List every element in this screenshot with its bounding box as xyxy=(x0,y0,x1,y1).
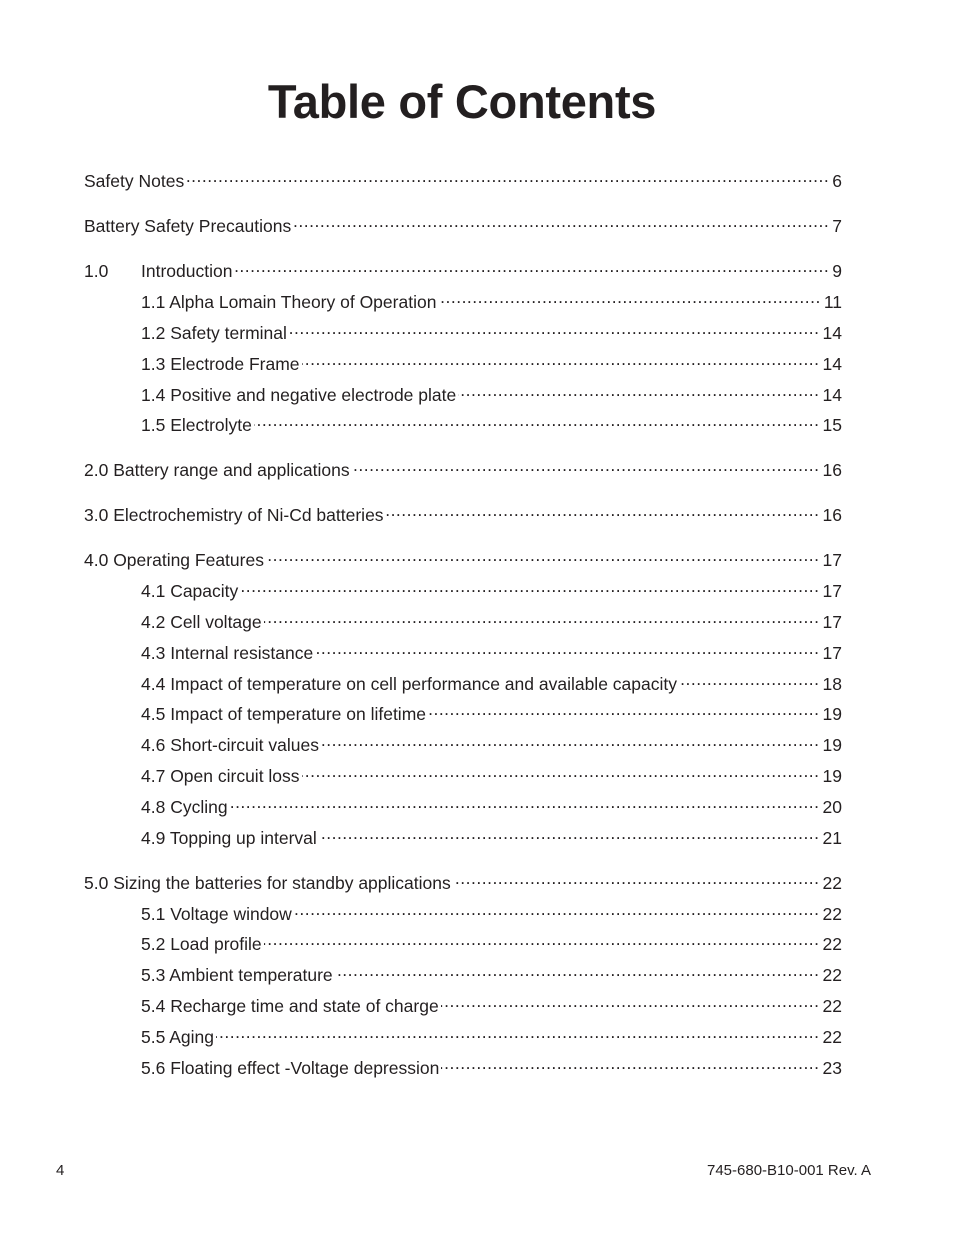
toc-entry-page: 19 xyxy=(822,735,842,755)
toc-entry-page: 22 xyxy=(822,1027,842,1047)
toc-entry-page: 9 xyxy=(832,261,842,281)
toc-entry-label: 4.3 Internal resistance xyxy=(141,643,314,663)
dot-leader xyxy=(264,928,820,950)
dot-leader xyxy=(294,898,820,920)
dot-leader xyxy=(679,668,820,690)
toc-entry-page: 22 xyxy=(822,965,842,985)
toc-entry[interactable] xyxy=(84,668,842,695)
dot-leader xyxy=(234,255,829,277)
toc-entry-label: 4.9 Topping up interval xyxy=(141,828,317,848)
toc-entry-page: 15 xyxy=(822,415,842,435)
toc-entry[interactable] xyxy=(84,379,842,406)
toc-entry[interactable] xyxy=(84,165,842,192)
toc-entry-label: 4.0 Operating Features xyxy=(84,550,264,570)
toc-entry[interactable] xyxy=(84,255,842,282)
dot-leader xyxy=(335,959,820,981)
dot-leader xyxy=(302,760,820,782)
toc-entry-label: 5.3 Ambient temperature xyxy=(141,965,333,985)
page-number: 4 xyxy=(56,1162,65,1179)
toc-entry-page: 22 xyxy=(822,934,842,954)
toc-entry-page: 7 xyxy=(832,216,842,236)
toc-entry[interactable] xyxy=(84,317,842,344)
toc-entry[interactable] xyxy=(84,1021,842,1048)
toc-entry-page: 22 xyxy=(822,996,842,1016)
dot-leader xyxy=(240,575,819,597)
toc-entry-label: 1.2 Safety terminal xyxy=(141,323,287,343)
toc-entry-label: 4.7 Open circuit loss xyxy=(141,766,300,786)
toc-entry[interactable] xyxy=(84,729,842,756)
toc-entry-label: 1.5 Electrolyte xyxy=(141,415,252,435)
toc-entry[interactable] xyxy=(84,867,842,894)
toc-entry[interactable] xyxy=(84,637,842,664)
dot-leader xyxy=(186,165,829,187)
toc-entry-page: 19 xyxy=(822,704,842,724)
toc-entry-page: 22 xyxy=(822,904,842,924)
toc-entry-page: 11 xyxy=(823,292,842,312)
toc-entry-number: 1.0 xyxy=(84,261,109,281)
dot-leader xyxy=(230,791,820,813)
toc-entry-label: 3.0 Electrochemistry of Ni-Cd batteries xyxy=(84,505,384,525)
toc-entry[interactable] xyxy=(84,898,842,925)
toc-entry-page: 14 xyxy=(822,385,842,405)
toc-entry[interactable] xyxy=(84,760,842,787)
dot-leader xyxy=(352,454,820,476)
dot-leader xyxy=(428,698,820,720)
toc-entry-page: 17 xyxy=(822,612,842,632)
toc-entry-page: 17 xyxy=(822,643,842,663)
toc-entry-label: 5.4 Recharge time and state of charge xyxy=(141,996,439,1016)
toc-entry-label: 1.1 Alpha Lomain Theory of Operation xyxy=(141,292,437,312)
toc-entry-label: 4.8 Cycling xyxy=(141,797,228,817)
dot-leader xyxy=(441,990,820,1012)
dot-leader xyxy=(458,379,819,401)
dot-leader xyxy=(319,822,820,844)
toc-entry-page: 14 xyxy=(822,354,842,374)
toc-entry[interactable] xyxy=(84,698,842,725)
toc-entry-label: 4.6 Short-circuit values xyxy=(141,735,319,755)
toc-entry[interactable] xyxy=(84,210,842,237)
toc-entry-page: 23 xyxy=(822,1058,842,1078)
toc-entry[interactable] xyxy=(84,454,842,481)
dot-leader xyxy=(453,867,820,889)
toc-entry-label: 2.0 Battery range and applications xyxy=(84,460,350,480)
toc-entry[interactable] xyxy=(84,348,842,375)
dot-leader xyxy=(321,729,820,751)
toc-entry-page: 16 xyxy=(822,505,842,525)
toc-entry-page: 6 xyxy=(832,171,842,191)
dot-leader xyxy=(441,1052,819,1074)
toc-entry-page: 22 xyxy=(822,873,842,893)
toc-entry-label: 5.1 Voltage window xyxy=(141,904,292,924)
toc-entry[interactable] xyxy=(84,791,842,818)
toc-entry-label: Introduction xyxy=(141,261,233,281)
toc-entry[interactable] xyxy=(84,409,842,436)
toc-entry-page: 16 xyxy=(822,460,842,480)
toc-entry-label: 5.2 Load profile xyxy=(141,934,262,954)
toc-entry-page: 17 xyxy=(822,581,842,601)
toc-entry-label: 1.4 Positive and negative electrode plate xyxy=(141,385,457,405)
toc-entry[interactable] xyxy=(84,606,842,633)
toc-entry-label: 4.4 Impact of temperature on cell performance and available capacity xyxy=(141,674,677,694)
document-id: 745-680-B10-001 Rev. A xyxy=(707,1162,871,1179)
dot-leader xyxy=(386,499,820,521)
toc-entry-page: 18 xyxy=(822,674,842,694)
toc-entry-label: 4.5 Impact of temperature on lifetime xyxy=(141,704,426,724)
toc-entry[interactable] xyxy=(84,575,842,602)
toc-entry-label: 4.2 Cell voltage xyxy=(141,612,262,632)
page-title: Table of Contents xyxy=(267,75,657,128)
toc-entry[interactable] xyxy=(84,499,842,526)
toc-entry[interactable] xyxy=(84,822,842,849)
dot-leader xyxy=(438,286,820,308)
dot-leader xyxy=(315,637,819,659)
toc-entry[interactable] xyxy=(84,928,842,955)
toc-entry-label: Battery Safety Precautions xyxy=(84,216,292,236)
toc-entry[interactable] xyxy=(84,990,842,1017)
toc-entry-label: 5.6 Floating effect -Voltage depression xyxy=(141,1058,440,1078)
toc-entry-label: 5.5 Aging xyxy=(141,1027,214,1047)
toc-entry-page: 20 xyxy=(822,797,842,817)
toc-entry[interactable] xyxy=(84,544,842,571)
dot-leader xyxy=(293,210,829,232)
toc-entry-page: 19 xyxy=(822,766,842,786)
dot-leader xyxy=(254,409,820,431)
toc-entry-label: 4.1 Capacity xyxy=(141,581,239,601)
dot-leader xyxy=(216,1021,820,1043)
toc-entry-page: 21 xyxy=(822,828,842,848)
dot-leader xyxy=(266,544,820,566)
toc-entry[interactable] xyxy=(84,1052,842,1079)
toc-entry[interactable] xyxy=(84,286,842,313)
toc-entry-label: 1.3 Electrode Frame xyxy=(141,354,300,374)
dot-leader xyxy=(289,317,820,339)
dot-leader xyxy=(264,606,820,628)
dot-leader xyxy=(302,348,820,370)
toc-entry[interactable] xyxy=(84,959,842,986)
toc-entry-page: 17 xyxy=(822,550,842,570)
toc-entry-page: 14 xyxy=(822,323,842,343)
toc-entry-label: Safety Notes xyxy=(84,171,185,191)
toc-entry-label: 5.0 Sizing the batteries for standby applications xyxy=(84,873,451,893)
